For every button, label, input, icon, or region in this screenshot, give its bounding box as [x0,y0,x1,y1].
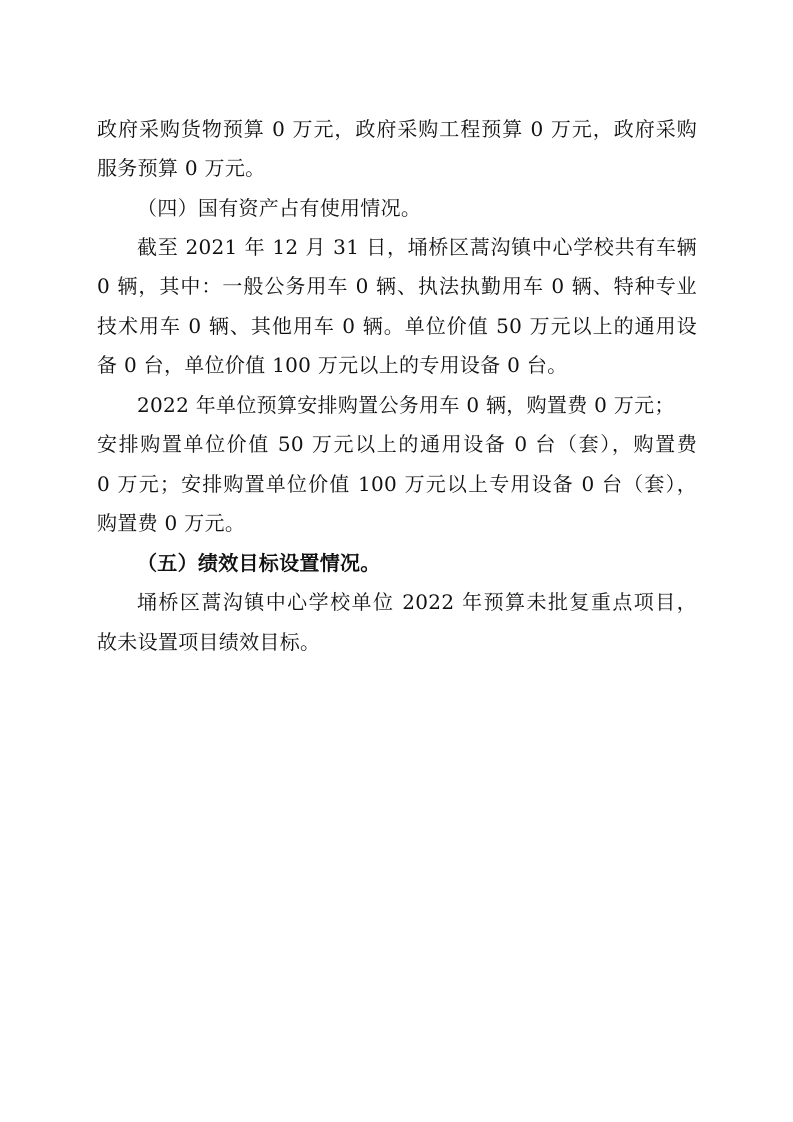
paragraph-line: 安排购置单位价值 50 万元以上的通用设备 0 台（套），购置费 [97,432,697,456]
paragraph-line: 技术用车 0 辆、其他用车 0 辆。单位价值 50 万元以上的通用设 [97,314,697,338]
section-heading: （四）国有资产占有使用情况。 [137,196,422,220]
section-heading: （五）绩效目标设置情况。 [137,551,381,575]
paragraph-line: 政府采购货物预算 0 万元，政府采购工程预算 0 万元，政府采购 [97,117,697,141]
paragraph-line: 购置费 0 万元。 [97,511,246,535]
paragraph-line: 2022 年单位预算安排购置公务用车 0 辆，购置费 0 万元； [137,393,675,417]
paragraph-line: 故未设置项目绩效目标。 [97,630,321,654]
paragraph-line: 备 0 台，单位价值 100 万元以上的专用设备 0 台。 [97,353,568,377]
paragraph-line: 0 辆，其中：一般公务用车 0 辆、执法执勤用车 0 辆、特种专业 [97,274,697,298]
paragraph-line: 服务预算 0 万元。 [97,156,266,180]
paragraph-line: 截至 2021 年 12 月 31 日，埇桥区蒿沟镇中心学校共有车辆 [137,235,697,259]
paragraph-line: 埇桥区蒿沟镇中心学校单位 2022 年预算未批复重点项目， [137,590,697,614]
paragraph-line: 0 万元；安排购置单位价值 100 万元以上专用设备 0 台（套）， [97,472,697,496]
